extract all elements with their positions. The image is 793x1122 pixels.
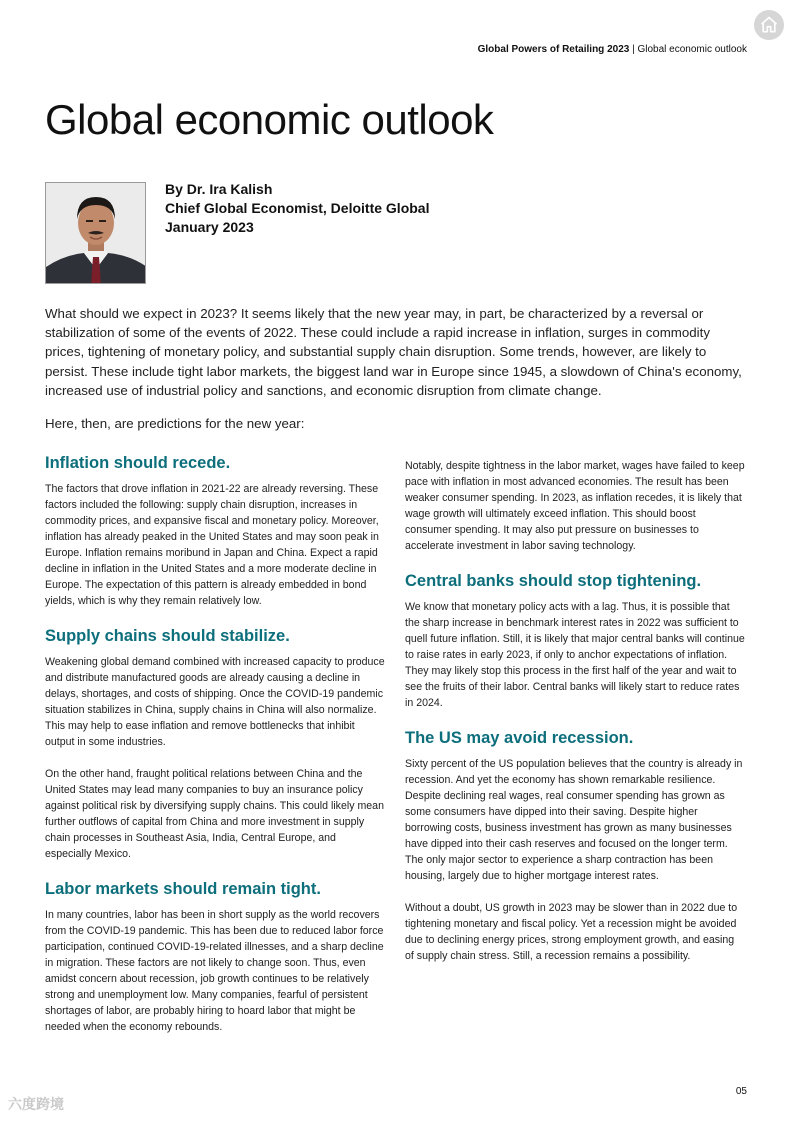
heading-us-recession: The US may avoid recession. (405, 729, 634, 747)
central-banks-paragraph: We know that monetary policy acts with a lag. Thus, it is possible that the sharp increase in benchmark interest rates in 2022 was sufficient to quell future inflation. Still, it is likely that major central banks will continue to raise rates in early 2023, if only to anchor expectations of inflation. They may likely stop this process in the first half of the year and wait to see the fruits of their labor. Central banks will likely start to reduce rates in 2024. (405, 601, 745, 709)
labor-paragraph-1: In many countries, labor has been in short supply as the world recovers from the COVID-19 pandemic. This has been due to reduced labor force participation, continued COVID-19-related illnesses, and a sharp decline in migration. These factors are not likely to change soon. Thus, even amidst concern about recession, job growth continues to be relatively strong and unemployment low. Many companies, fearful of persistent shortages of labor, are probably hiring to hoard labor that might be needed when the economy rebounds. (45, 909, 384, 1033)
running-header (478, 44, 747, 55)
heading-inflation: Inflation should recede. (45, 454, 231, 472)
labor-paragraph-2: Notably, despite tightness in the labor market, wages have failed to keep pace with inflation in most advanced economies. The result has been weaker consumer spending. In 2023, as inflation recedes, it is likely that wage growth will ultimately exceed inflation. This should boost consumer spending. It may also put pressure on businesses to accelerate investment in labor saving technology. (405, 460, 745, 552)
intro-paragraph: What should we expect in 2023? It seems likely that the new year may, in part, be characterized by a reversal or stabilization of some of the events of 2022. These could include a rapid increase in inflation, surges in commodity prices, tightening of monetary policy, and substantial supply chain disruption. Some trends, however, are likely to persist. These include tight labor markets, the biggest land war in Europe since 1945, a slowdown of China's economy, increased use of industrial policy and sanctions, and economic disruption from climate change. (45, 306, 742, 398)
supply-paragraph-2: On the other hand, fraught political relations between China and the United States may lead many companies to buy an insurance policy against political risk by diversifying supply chains. This could likely mean further outflows of capital from China and more investment in supply chain processes in Southeast Asia, India, Central Europe, and especially Mexico. (45, 768, 384, 860)
left-column (45, 452, 385, 1035)
author-role: Chief Global Economist, Deloitte Global (165, 200, 430, 216)
author-photo (45, 182, 146, 284)
supply-paragraph-1: Weakening global demand combined with increased capacity to produce and distribute manufactured goods are already causing a decline in delays, shortages, and costs of shipping. Once the COVID-19 pandemic situation stabilizes in China, supply chains in China will also normalize. This may help to ease inflation and remove bottlenecks that inhibit output in some industries. (45, 656, 385, 748)
author-block (165, 180, 429, 237)
recession-paragraph-2: Without a doubt, US growth in 2023 may be slower than in 2022 due to tightening monetary and fiscal policy. Yet a recession might be avoided due to declining energy prices, strong employment growth, and easing of supply chain stress. Still, a recession remains a possibility. (405, 902, 738, 962)
section-name: Global economic outlook (637, 44, 747, 55)
lead-in: Here, then, are predictions for the new year: (45, 416, 305, 431)
heading-central-banks: Central banks should stop tightening. (405, 572, 702, 590)
inflation-paragraph: The factors that drove inflation in 2021-22 are already reversing. These factors included the following: supply chain disruption, increases in commodity prices, and expansive fiscal and monetary policy. Moreover, inflation has already peaked in the United States and may soon peak in Europe. Inflation remains moribund in Japan and China. Expect a rapid decline in inflation in the United States and a more moderate decline in Europe. The expectation of this pattern is already embedded in bond yields, which is why they remain relatively low. (45, 483, 379, 607)
home-icon (759, 15, 779, 35)
header-separator: | (629, 44, 638, 55)
home-button[interactable] (754, 10, 784, 40)
author-byline: By Dr. Ira Kalish (165, 181, 273, 197)
heading-labor-markets: Labor markets should remain tight. (45, 880, 321, 898)
heading-supply-chains: Supply chains should stabilize. (45, 627, 290, 645)
publication-name: Global Powers of Retailing 2023 (477, 44, 630, 55)
page-number: 05 (735, 1086, 747, 1097)
right-column (405, 458, 745, 964)
watermark: 六度跨境 (8, 1096, 64, 1112)
recession-paragraph-1: Sixty percent of the US population believes that the country is already in recession. And yet the economy has shown remarkable resilience. Despite declining real wages, real consumer spending has grown as some consumers have dipped into their saving. Despite higher borrowing costs, business investment has grown as many businesses have dipped into their cash reserves and focused on the longer term. The only major sector to experience a sharp contraction has been housing, largely due to higher mortgage interest rates. (405, 758, 743, 882)
author-date: January 2023 (165, 219, 254, 235)
page-title: Global economic outlook (45, 96, 494, 143)
